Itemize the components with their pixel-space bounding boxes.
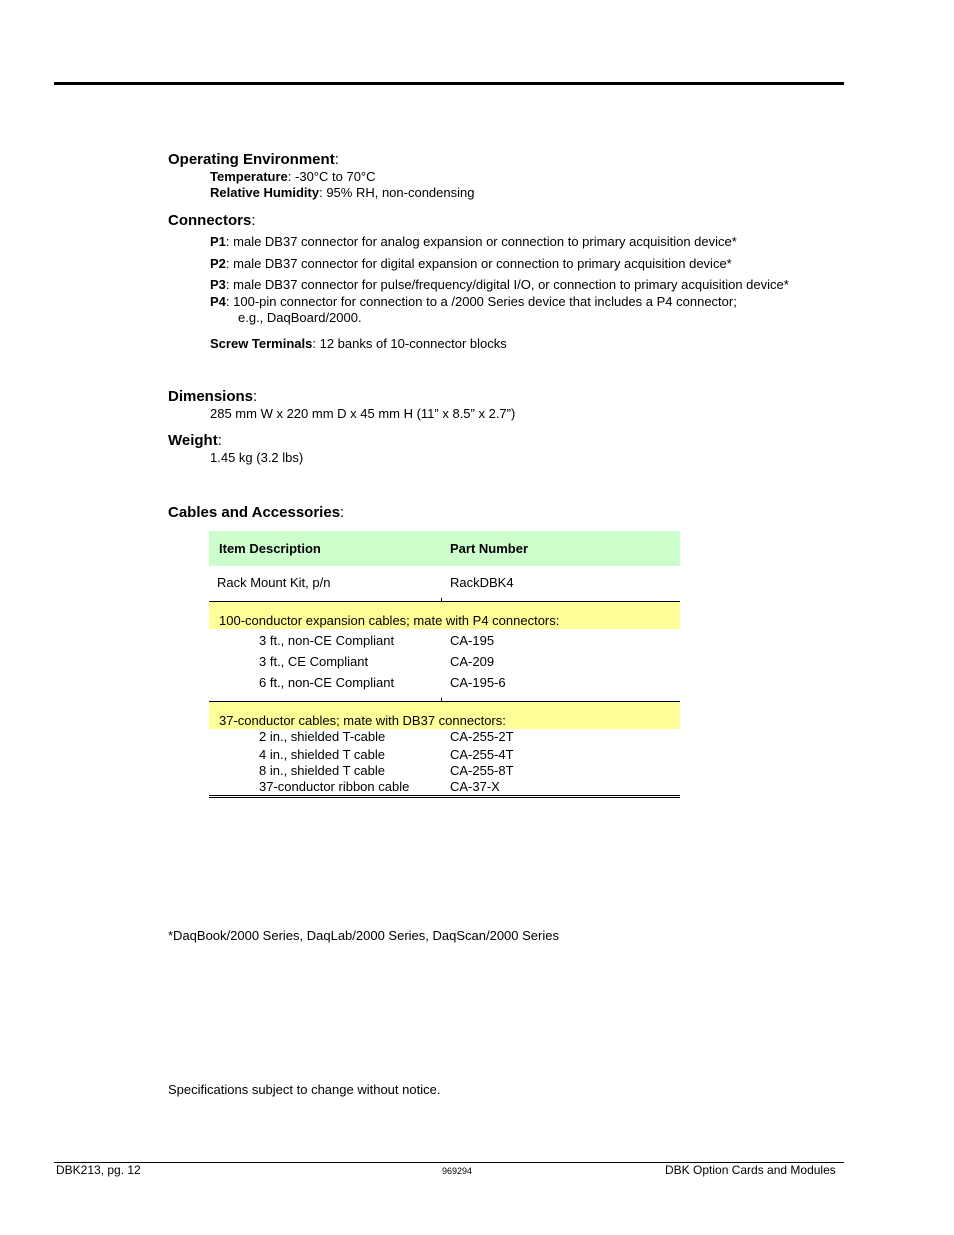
group1-title: 100-conductor expansion cables; mate with P4 connectors: bbox=[219, 613, 560, 628]
group2-row-desc: 2 in., shielded T-cable bbox=[259, 729, 386, 744]
col-item-description: Item Description bbox=[219, 541, 321, 556]
operating-environment-heading: Operating Environment: bbox=[168, 151, 339, 168]
notice: Specifications subject to change without notice. bbox=[168, 1082, 441, 1097]
footer-title: DBK Option Cards and Modules bbox=[665, 1163, 836, 1177]
group1-row-desc: 6 ft., non-CE Compliant bbox=[259, 675, 395, 690]
table-bottom-rule bbox=[209, 795, 680, 796]
group2-band bbox=[209, 702, 680, 729]
group1-row-part: CA-209 bbox=[450, 654, 495, 669]
group1-row-part: CA-195 bbox=[450, 633, 495, 648]
group1-band bbox=[209, 602, 680, 629]
rack-mount-desc: Rack Mount Kit, p/n bbox=[217, 575, 331, 590]
connector-p4: P4: 100-pin connector for connection to a /2000 Series device that includes a P4 connector; bbox=[210, 294, 737, 309]
col-part-number: Part Number bbox=[450, 541, 529, 556]
group2-row-desc: 8 in., shielded T cable bbox=[259, 763, 385, 778]
group1-row-part: CA-195-6 bbox=[450, 675, 506, 690]
table-bottom-rule bbox=[209, 797, 680, 798]
group1-row-desc: 3 ft., non-CE Compliant bbox=[259, 633, 395, 648]
group2-row-part: CA-255-8T bbox=[450, 763, 514, 778]
rack-mount-part: RackDBK4 bbox=[450, 575, 514, 590]
screw-terminals-spec: Screw Terminals: 12 banks of 10-connector blocks bbox=[210, 336, 507, 351]
table-divider-tick bbox=[441, 698, 442, 701]
header-rule bbox=[54, 82, 844, 85]
connectors-heading: Connectors: bbox=[168, 212, 256, 229]
weight-value: 1.45 kg (3.2 lbs) bbox=[210, 450, 304, 465]
connector-p4-example: e.g., DaqBoard/2000. bbox=[238, 310, 362, 325]
group2-row-desc: 37-conductor ribbon cable bbox=[259, 779, 410, 794]
humidity-spec: Relative Humidity: 95% RH, non-condensing bbox=[210, 185, 475, 200]
cables-heading: Cables and Accessories: bbox=[168, 504, 345, 521]
group2-title: 37-conductor cables; mate with DB37 connectors: bbox=[219, 713, 506, 728]
dimensions-heading: Dimensions: bbox=[168, 388, 258, 405]
group1-row-desc: 3 ft., CE Compliant bbox=[259, 654, 369, 669]
group2-row-desc: 4 in., shielded T cable bbox=[259, 747, 385, 762]
footer-doc-number: 969294 bbox=[442, 1166, 473, 1176]
connector-p2: P2: male DB37 connector for digital expansion or connection to primary acquisition device* bbox=[210, 256, 732, 271]
connector-p3: P3: male DB37 connector for pulse/frequency/digital I/O, or connection to primary acquisition device* bbox=[210, 277, 789, 292]
footnote: *DaqBook/2000 Series, DaqLab/2000 Series, DaqScan/2000 Series bbox=[168, 928, 559, 943]
cables-table-header bbox=[209, 531, 680, 566]
weight-heading: Weight: bbox=[168, 432, 222, 449]
group2-row-part: CA-255-4T bbox=[450, 747, 514, 762]
connector-p1: P1: male DB37 connector for analog expansion or connection to primary acquisition device* bbox=[210, 234, 737, 249]
group2-row-part: CA-255-2T bbox=[450, 729, 514, 744]
group2-row-part: CA-37-X bbox=[450, 779, 500, 794]
dimensions-value: 285 mm W x 220 mm D x 45 mm H (11” x 8.5” x 2.7”) bbox=[210, 406, 516, 421]
temperature-spec: Temperature: -30°C to 70°C bbox=[210, 169, 376, 184]
footer-page: DBK213, pg. 12 bbox=[56, 1163, 141, 1177]
table-divider-tick bbox=[441, 598, 442, 601]
